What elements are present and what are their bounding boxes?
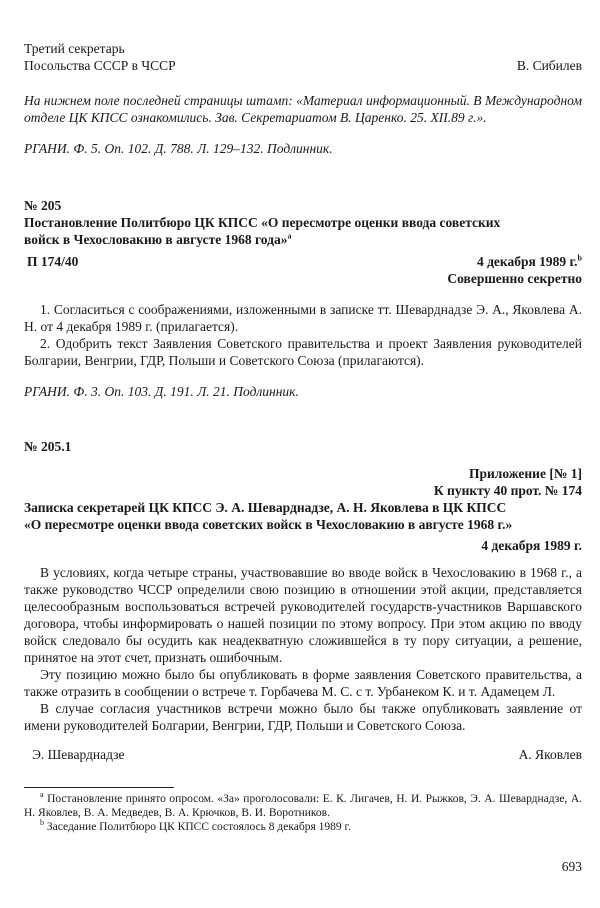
footnote-marker-b: b xyxy=(577,253,582,263)
doc-205-1-appendix-line2: К пункту 40 прот. № 174 xyxy=(433,483,582,498)
doc-205-item-2: 2. Одобрить текст Заявления Советского правительства и проект Заявления руководителей Болгарии, Венгрии, ГДР, Польши и Советского Союза (прилагаются). xyxy=(24,336,582,368)
doc-205-classification: Совершенно секретно xyxy=(447,271,582,286)
signer-shevardnadze: Э. Шеварднадзе xyxy=(32,747,125,762)
doc-205-archive-ref: РГАНИ. Ф. 3. Оп. 103. Д. 191. Л. 21. Подлинник. xyxy=(24,384,299,399)
doc-205-1-para-1: В условиях, когда четыре страны, участвовавшие во вводе войск в Чехословакию в 1968 г., а также руководство ЧССР определили свою позицию в отношении этой акции, представляется целесообразным воспользоваться встречей руководителей государств-участников Варшавского договора, чтобы информировать о нашей позиции по этому вопросу. При этом акцию по вводу войск следовало бы осудить как неадекватную сложившейся в ту пору ситуации, а решение, принятое на этот счет, признать ошибочным. xyxy=(24,565,582,665)
doc-205-title-line2: войск в Чехословакию в августе 1968 года» xyxy=(24,232,288,247)
doc-205-1 xyxy=(24,438,582,763)
doc-205-item-1: 1. Согласиться с соображениями, изложенными в записке тт. Шеварднадзе Э. А., Яковлева А. Н. от 4 декабря 1989 г. (прилагается). xyxy=(24,302,582,334)
doc-205-1-title-line1: Записка секретарей ЦК КПСС Э. А. Шеварднадзе, А. Н. Яковлева в ЦК КПСС xyxy=(24,500,507,515)
doc-205-number: № 205 xyxy=(24,198,62,213)
footnote-a-mark: a xyxy=(40,790,44,800)
doc-205 xyxy=(24,197,582,400)
page-number: 693 xyxy=(561,859,582,874)
stamp-note: На нижнем поле последней страницы штамп: «Материал информационный. В Международном отделе ЦК КПСС ознакомились. Зав. Секретариатом В. Царенко. 25. XII.89 г.». xyxy=(24,93,582,125)
footnote-b-text: Заседание Политбюро ЦК КПСС состоялось 8 декабря 1989 г. xyxy=(46,821,351,833)
footnotes xyxy=(24,787,582,834)
signature-block-top xyxy=(24,40,582,80)
footnote-b-mark: b xyxy=(40,818,44,828)
footnote-divider xyxy=(24,787,174,788)
signature-block-bottom xyxy=(24,746,582,763)
doc-205-date: 4 декабря 1989 г. xyxy=(476,254,578,269)
doc-205-title-line1: Постановление Политбюро ЦК КПСС «О пересмотре оценки ввода советских xyxy=(24,215,501,230)
signer-title-line2: Посольства СССР в ЧССР xyxy=(24,58,176,73)
doc-205-1-para-2: Эту позицию можно было бы опубликовать в форме заявления Советского правительства, а также отразить в сообщении о встрече т. Горбачева М. С. с т. Урбанеком К. и т. Адамецем Л. xyxy=(24,667,582,699)
doc-205-1-title xyxy=(24,499,582,533)
footnote-b xyxy=(24,820,582,834)
doc-205-1-para-3: В случае согласия участников встречи можно было бы также опубликовать заявление от имени руководителей Болгарии, Венгрии, ГДР, Польши и Советского Союза. xyxy=(24,701,582,733)
signer-title-line1: Третий секретарь xyxy=(24,41,125,56)
doc-205-protocol: П 174/40 xyxy=(27,254,79,269)
document-page xyxy=(24,40,582,834)
doc-205-title xyxy=(24,214,582,248)
signer-name: В. Сибилев xyxy=(516,58,582,73)
archive-ref-1: РГАНИ. Ф. 5. Оп. 102. Д. 788. Л. 129–132. Подлинник. xyxy=(24,141,333,156)
footnote-a xyxy=(24,792,582,820)
doc-205-1-date: 4 декабря 1989 г. xyxy=(481,538,582,553)
doc-205-1-number: № 205.1 xyxy=(24,439,72,454)
footnote-marker-a: a xyxy=(287,231,292,241)
doc-205-1-title-line2: «О пересмотре оценки ввода советских войск в Чехословакию в августе 1968 г.» xyxy=(24,517,513,532)
doc-205-1-appendix-line1: Приложение [№ 1] xyxy=(469,466,582,481)
footnote-a-text: Постановление принято опросом. «За» проголосовали: Е. К. Лигачев, Н. И. Рыжков, Э. А. Шеварднадзе, А. Н. Яковлев, В. А. Медведев, В. А. Крючков, В. И. Воротников. xyxy=(24,793,582,819)
signer-yakovlev: А. Яковлев xyxy=(518,747,582,762)
